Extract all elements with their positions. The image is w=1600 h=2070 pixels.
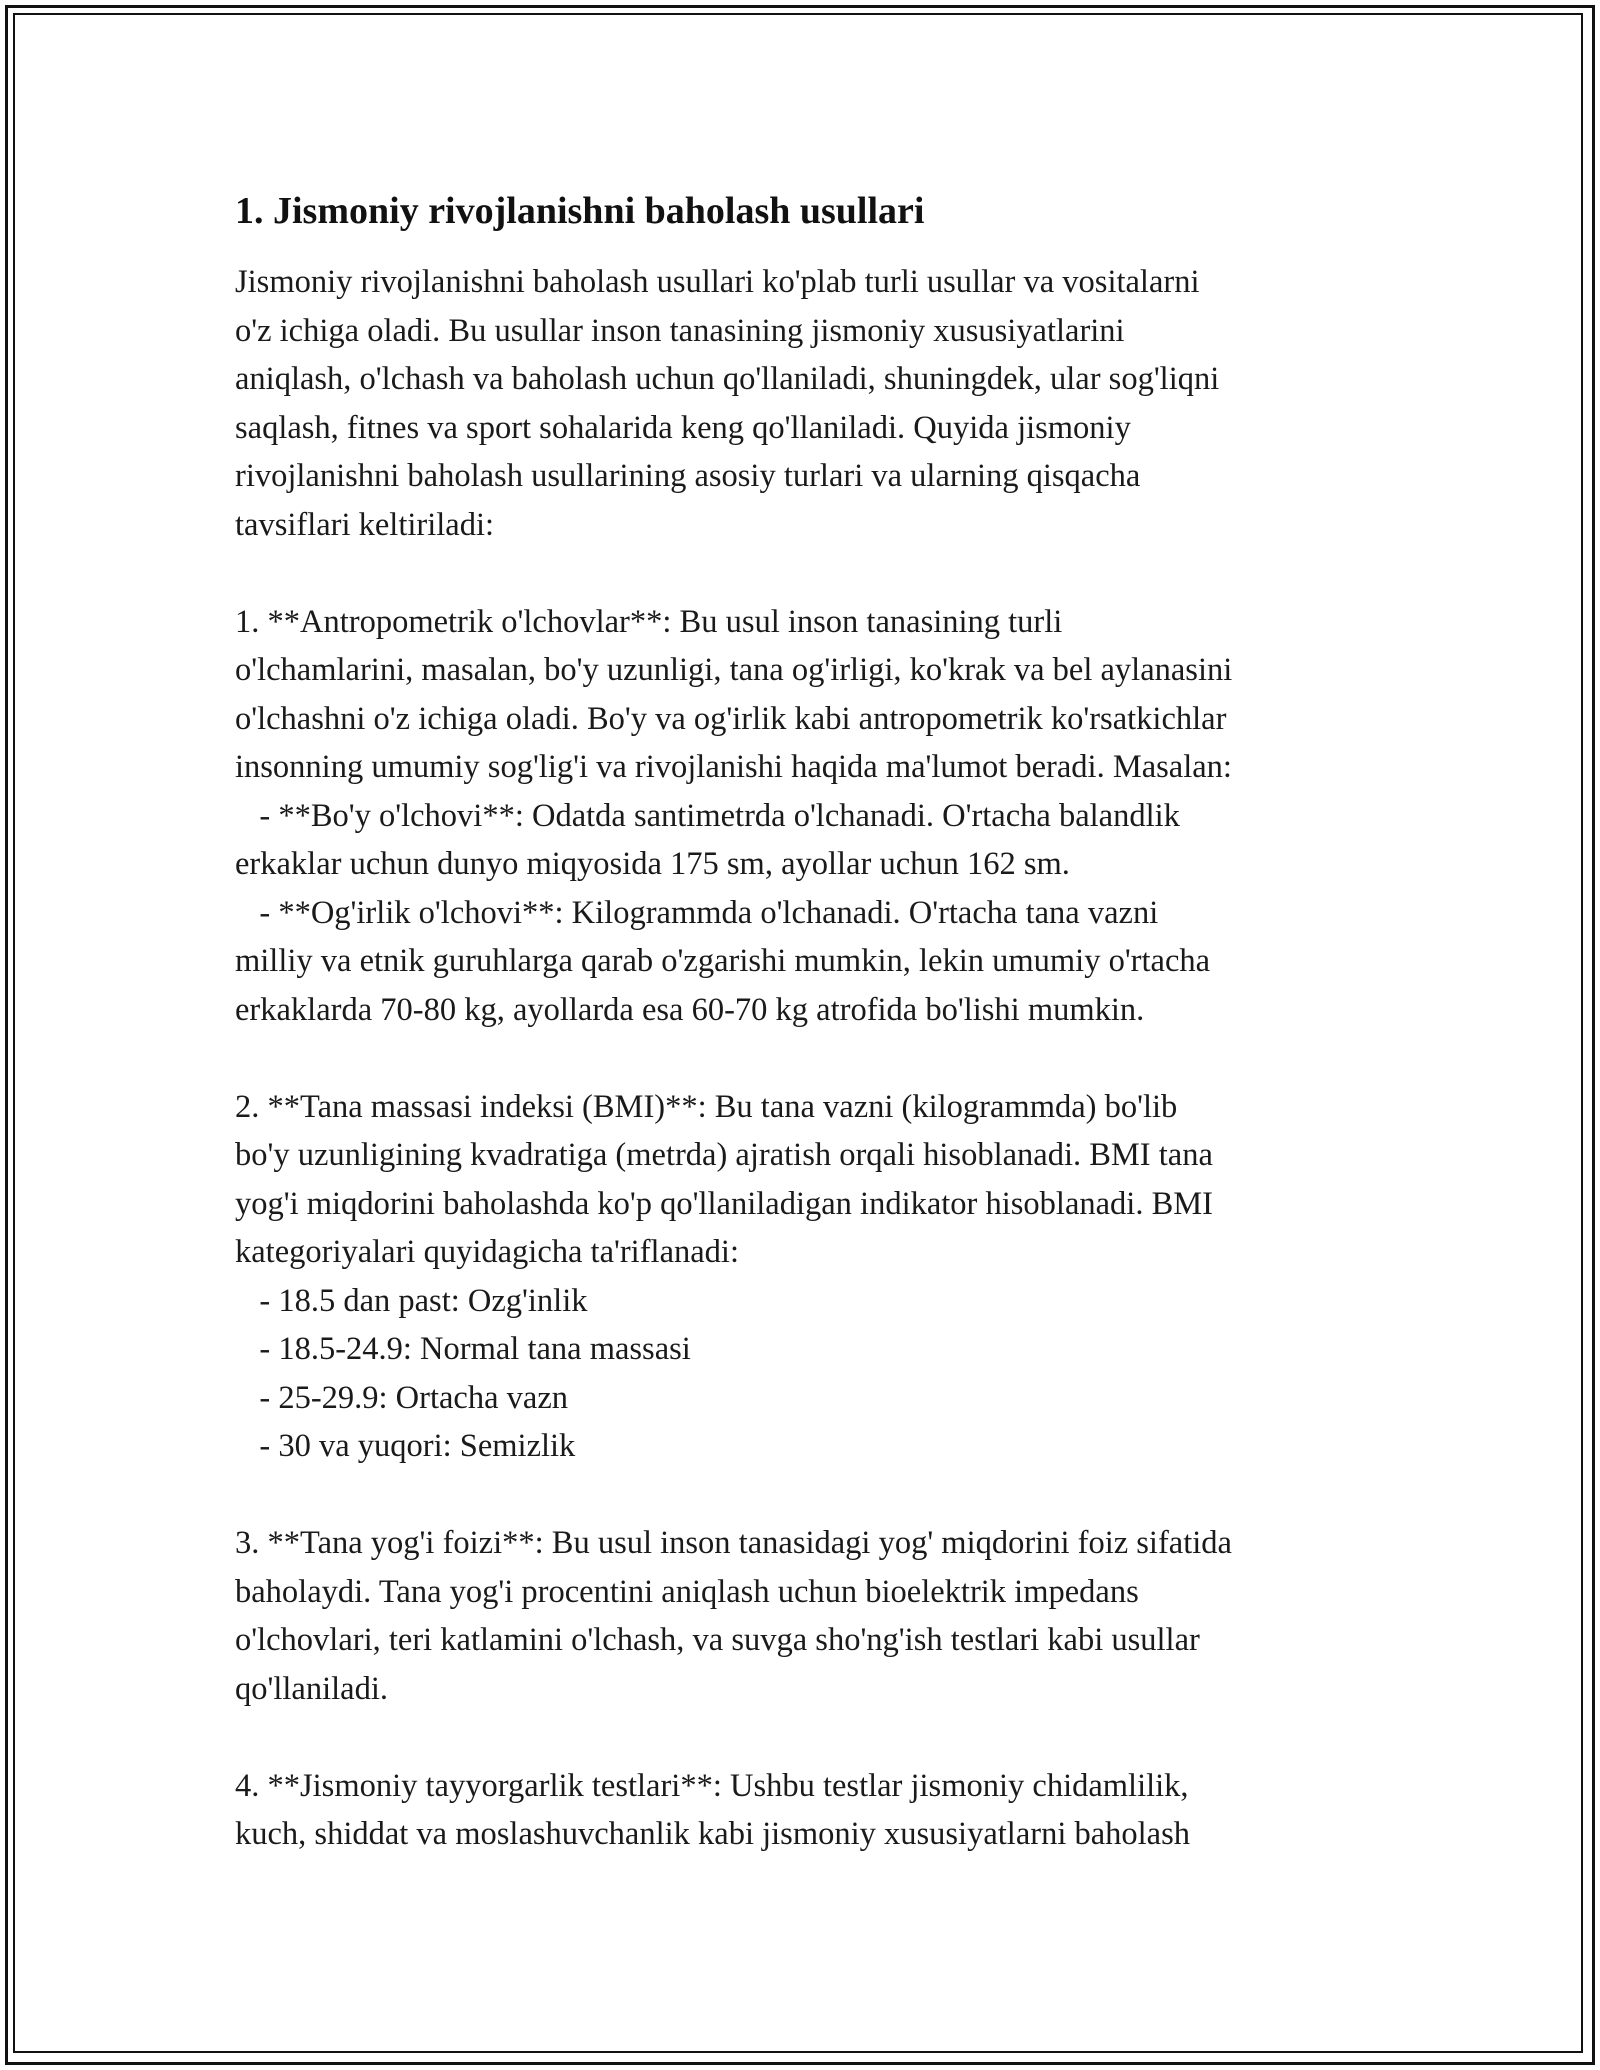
paragraph-gap bbox=[235, 1713, 1375, 1762]
section-heading: 1. Jismoniy rivojlanishni baholash usullari bbox=[235, 190, 925, 232]
item-bmi: 2. **Tana massasi indeksi (BMI)**: Bu tana vazni (kilogrammda) bo'lib bo'y uzunligining kvadratiga (metrda) ajratish orqali hisoblanadi. BMI tana yog'i miqdorini baholashda ko'p qo'llaniladigan indikator hisoblanadi. BMI kategoriyalari quyidagicha ta'riflanadi: - 18.5 dan past: Ozg'inlik - 18.5-24.9: Normal tana massasi - 25-29.9: Ortacha vazn - 30 va yuqori: Semizlik bbox=[235, 1088, 1213, 1464]
paragraph-gap bbox=[235, 1034, 1375, 1083]
item-antropometrik: 1. **Antropometrik o'lchovlar**: Bu usul inson tanasining turli o'lchamlarini, masalan, bo'y uzunligi, tana og'irligi, ko'krak va bel aylanasini o'lchashni o'z ichiga oladi. Bo'y va og'irlik kabi antropometrik ko'rsatkichlar insonning umumiy sog'lig'i va rivojlanishi haqida ma'lumot beradi. Masalan: - **Bo'y o'lchovi**: Odatda santimetrda o'lchanadi. O'rtacha balandlik erkaklar uchun dunyo miqyosida 175 sm, ayollar uchun 162 sm. - **Og'irlik o'lchovi**: Kilogrammda o'lchanadi. O'rtacha tana vazni milliy va etnik guruhlarga qarab o'zgarishi mumkin, lekin umumiy o'rtacha erkaklarda 70-80 kg, ayollarda esa 60-70 kg atrofida bo'lishi mumkin. bbox=[235, 603, 1233, 1028]
intro-paragraph: Jismoniy rivojlanishni baholash usullari ko'plab turli usullar va vositalarni o'z ichiga oladi. Bu usullar inson tanasining jismoniy xususiyatlarini aniqlash, o'lchash va baholash uchun qo'llaniladi, shuningdek, ular sog'liqni saqlash, fitnes va sport sohalarida keng qo'llaniladi. Quyida jismoniy rivojlanishni baholash usullarining asosiy turlari va ularning qisqacha tavsiflari keltiriladi: bbox=[235, 264, 1220, 543]
paragraph-gap bbox=[235, 1471, 1375, 1520]
document-body bbox=[235, 186, 1375, 1859]
item-tana-yogi: 3. **Tana yog'i foizi**: Bu usul inson tanasidagi yog' miqdorini foiz sifatida baholaydi. Tana yog'i procentini aniqlash uchun bioelektrik impedans o'lchovlari, teri katlamini o'lchash, va suvga sho'ng'ish testlari kabi usullar qo'llaniladi. bbox=[235, 1525, 1232, 1707]
paragraph-gap bbox=[235, 549, 1375, 598]
item-jismoniy-tayyorgarlik: 4. **Jismoniy tayyorgarlik testlari**: Ushbu testlar jismoniy chidamlilik, kuch, shiddat va moslashuvchanlik kabi jismoniy xususiyatlarni baholash bbox=[235, 1767, 1191, 1852]
